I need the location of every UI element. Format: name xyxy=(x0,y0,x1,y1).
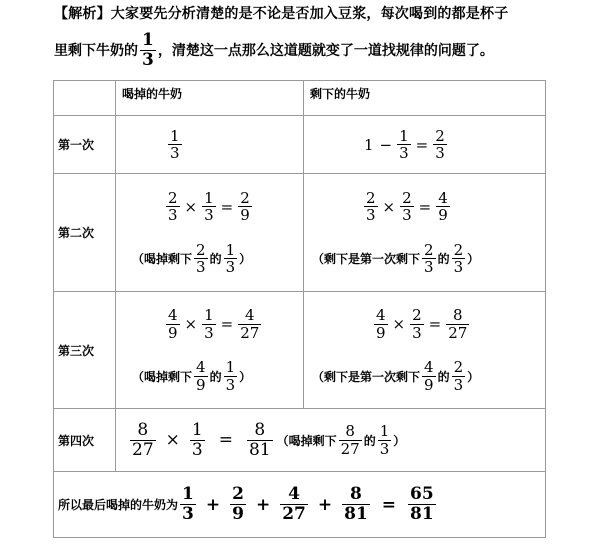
fraction: $\frac{4}{27}$ xyxy=(282,484,306,524)
note-text: 的 xyxy=(209,369,222,384)
header-drunk: 喝掉的牛奶 xyxy=(116,81,304,116)
fraction: $\frac{1}{3}$ xyxy=(225,358,236,394)
note-text: （剩下是第一次剩下 xyxy=(312,369,421,384)
fraction: $\frac{1}{3}$ xyxy=(182,484,194,524)
drunk-cell xyxy=(116,292,304,409)
fraction: $\frac{8}{27}$ xyxy=(132,419,154,460)
row-label: 第三次 xyxy=(54,292,116,409)
fraction: $\frac{2}{9}$ xyxy=(240,188,250,224)
fraction: $\frac{1}{3}$ xyxy=(191,419,203,460)
fraction: $\frac{2}{3}$ xyxy=(168,188,178,224)
note-text: （喝掉剩下 xyxy=(276,433,337,448)
note-text: ） xyxy=(467,369,480,384)
intro-line-2-prefix: 里剩下牛奶的 xyxy=(54,43,138,59)
fraction: $\frac{4}{9}$ xyxy=(438,188,448,224)
equals-sign: = xyxy=(418,197,432,216)
row-label: 第二次 xyxy=(54,174,116,292)
times-sign: × xyxy=(184,315,198,333)
left-cell xyxy=(304,174,546,292)
note-text: 的 xyxy=(437,252,450,266)
note-text: （喝掉剩下 xyxy=(132,252,193,266)
fraction: $\frac{4}{9}$ xyxy=(196,358,206,394)
row-first xyxy=(54,116,546,174)
row-fourth xyxy=(54,409,546,472)
fraction: $\frac{2}{3}$ xyxy=(402,188,412,224)
plus-sign: + xyxy=(317,494,333,515)
row-third xyxy=(54,292,546,409)
equals-sign: = xyxy=(428,315,442,333)
header-corner xyxy=(54,81,116,116)
times-sign: × xyxy=(382,197,396,216)
fraction: $\frac{2}{3}$ xyxy=(366,188,376,224)
fraction: $\frac{2}{9}$ xyxy=(232,484,244,524)
note-text: 的 xyxy=(209,252,222,266)
times-sign: × xyxy=(392,315,406,333)
fraction: $\frac{8}{81}$ xyxy=(344,484,368,524)
solution-table xyxy=(53,80,546,538)
note-text: ） xyxy=(239,369,252,384)
note-text: ） xyxy=(239,252,252,266)
fraction: $\frac{8}{27}$ xyxy=(340,422,360,458)
intro-line-1: 【解析】大家要先分析清楚的是不论是否加入豆浆，每次喝到的都是杯子 xyxy=(54,6,509,22)
left-cell xyxy=(304,292,546,409)
fraction: $\frac{2}{3}$ xyxy=(453,358,464,394)
left-cell xyxy=(304,116,546,174)
row-second xyxy=(54,174,546,292)
fraction: $\frac{2}{3}$ xyxy=(424,240,434,276)
header-row xyxy=(54,81,546,116)
note-text: ） xyxy=(393,433,406,448)
fourth-cell xyxy=(116,409,546,472)
drunk-cell xyxy=(116,174,304,292)
times-sign: × xyxy=(184,197,198,216)
fraction: $\frac{4}{27}$ xyxy=(240,306,260,342)
note-text: ） xyxy=(467,252,480,266)
note-text: 的 xyxy=(363,433,376,448)
fraction: $\frac{1}{3}$ xyxy=(225,240,236,276)
drunk-cell xyxy=(116,116,304,174)
row-final xyxy=(54,472,546,538)
fraction: $\frac{4}{9}$ xyxy=(168,306,178,342)
fraction: $\frac{4}{9}$ xyxy=(376,306,386,342)
equals-sign: = xyxy=(415,135,429,154)
row-label: 第四次 xyxy=(54,409,116,472)
fraction: $\frac{2}{3}$ xyxy=(453,240,464,276)
fraction: $\frac{1}{3}$ xyxy=(204,306,214,342)
fraction: $\frac{65}{81}$ xyxy=(410,484,434,524)
fraction: $\frac{8}{81}$ xyxy=(248,419,271,460)
fraction: $\frac{1}{3}$ xyxy=(379,422,390,458)
fraction: $\frac{8}{27}$ xyxy=(448,306,468,342)
equals-sign: = xyxy=(218,430,233,450)
header-left: 剩下的牛奶 xyxy=(304,81,546,116)
equals-sign: = xyxy=(220,197,234,216)
equals-sign: = xyxy=(381,494,397,515)
note-text: 的 xyxy=(437,369,450,384)
minus-sign: − xyxy=(379,135,393,154)
row-label: 第一次 xyxy=(54,116,116,174)
times-sign: × xyxy=(165,430,180,450)
final-prefix: 所以最后喝掉的牛奶为 xyxy=(58,498,179,512)
intro-fraction: $\frac{1}{3}$ xyxy=(142,29,154,70)
fraction: $\frac{1}{3}$ xyxy=(204,188,214,224)
final-cell xyxy=(54,472,546,538)
fraction: $\frac{1}{3}$ xyxy=(170,126,180,162)
plus-sign: + xyxy=(255,494,271,515)
fraction: $\frac{1}{3}$ xyxy=(399,126,409,162)
note-text: （喝掉剩下 xyxy=(132,369,193,384)
fraction: $\frac{2}{3}$ xyxy=(435,126,445,162)
plus-sign: + xyxy=(205,494,221,515)
fraction: $\frac{2}{3}$ xyxy=(196,240,206,276)
intro-line-2 xyxy=(54,26,494,74)
note-text: （剩下是第一次剩下 xyxy=(312,252,421,266)
fraction: $\frac{2}{3}$ xyxy=(412,306,422,342)
equals-sign: = xyxy=(220,315,234,333)
whole-number: 1 xyxy=(364,135,374,154)
fraction: $\frac{4}{9}$ xyxy=(424,358,434,394)
intro-line-2-suffix: ，清楚这一点那么这道题就变了一道找规律的问题了。 xyxy=(157,43,494,59)
